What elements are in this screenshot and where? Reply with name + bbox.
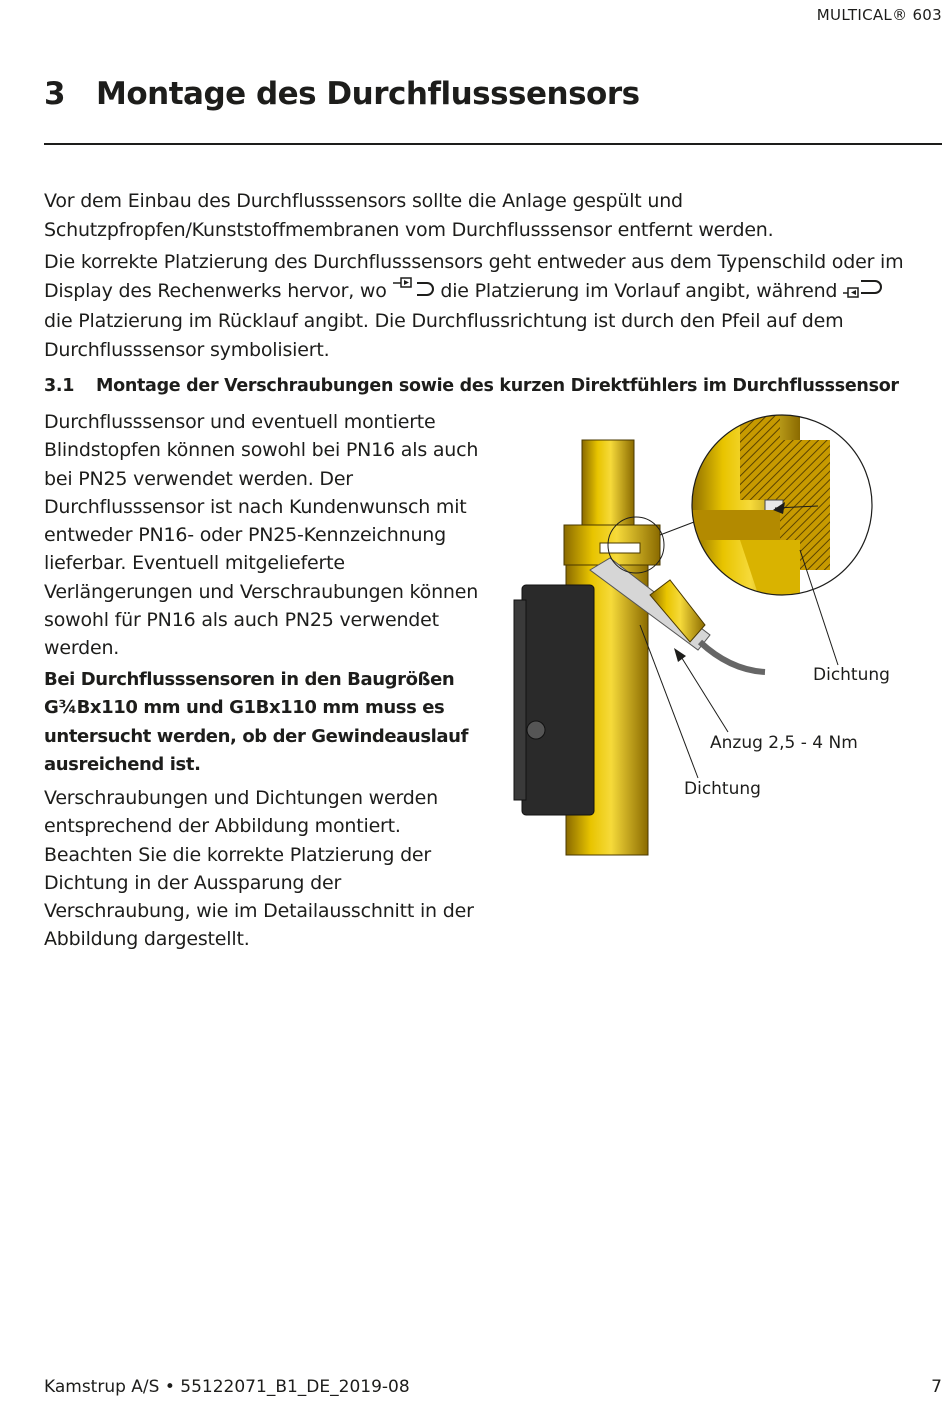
section-paragraph-1: Durchflusssensor und eventuell montierte Blindstopfen können sowohl bei PN16 als auch bei PN25 verwendet werden. Der Durchflusssensor ist nach Kundenwunsch mit entweder PN16- oder PN25-Kennzeichnung lieferbar. Eventuell mitgelieferte Verlängerungen und Verschraubungen können sowohl für PN16 als auch PN25 verwendet werden. [44,411,479,660]
page-number: 7 [931,1377,942,1397]
label-dichtung-bottom: Dichtung [684,779,761,799]
footer-document-id: Kamstrup A/S • 55122071_B1_DE_2019-08 [44,1377,410,1397]
flow-forward-icon [393,277,435,308]
intro-text-b: die Platzierung im Vorlauf angibt, während [434,279,844,302]
label-anzug: Anzug 2,5 - 4 Nm [710,733,858,753]
section-heading [44,376,944,396]
intro-text-a: Die korrekte Platzierung des Durchflusssensors geht entweder aus dem Typenschild oder im Display des Rechenwerks hervor, wo [44,251,904,302]
intro-text-c: die Platzierung im Rücklauf angibt. Die Durchflussrichtung ist durch den Pfeil auf dem Durchflusssensor symbolisiert. [44,310,844,361]
label-dichtung-top: Dichtung [813,665,890,685]
heading-divider [44,143,942,145]
intro-paragraph-1: Vor dem Einbau des Durchflusssensors sollte die Anlage gespült und Schutzpfropfen/Kunststoffmembranen vom Durchflusssensor entfernt werden. [44,190,774,241]
chapter-heading [44,76,942,112]
flow-sensor-figure [500,410,940,870]
section-paragraph-3: Verschraubungen und Dichtungen werden entsprechend der Abbildung montiert. Beachten Sie die korrekte Platzierung der Dichtung in der Aussparung der Verschraubung, wie im Detailausschnitt in der Abbildung dargestellt. [44,787,474,951]
section-number: 3.1 [44,376,75,396]
section-title: Montage der Verschraubungen sowie des kurzen Direktfühlers im Durchflusssensor [96,376,899,396]
intro-paragraph-2 [44,248,914,364]
chapter-number: 3 [44,76,66,112]
header-product: MULTICAL® 603 [816,6,942,24]
flow-return-icon [843,277,883,308]
flow-sensor-illustration [500,410,940,870]
chapter-title: Montage des Durchflusssensors [96,76,640,112]
section-paragraph-bold: Bei Durchflusssensoren in den Baugrößen G¾Bx110 mm und G1Bx110 mm muss es untersucht werden, ob der Gewindeauslauf ausreichend ist. [44,669,469,775]
